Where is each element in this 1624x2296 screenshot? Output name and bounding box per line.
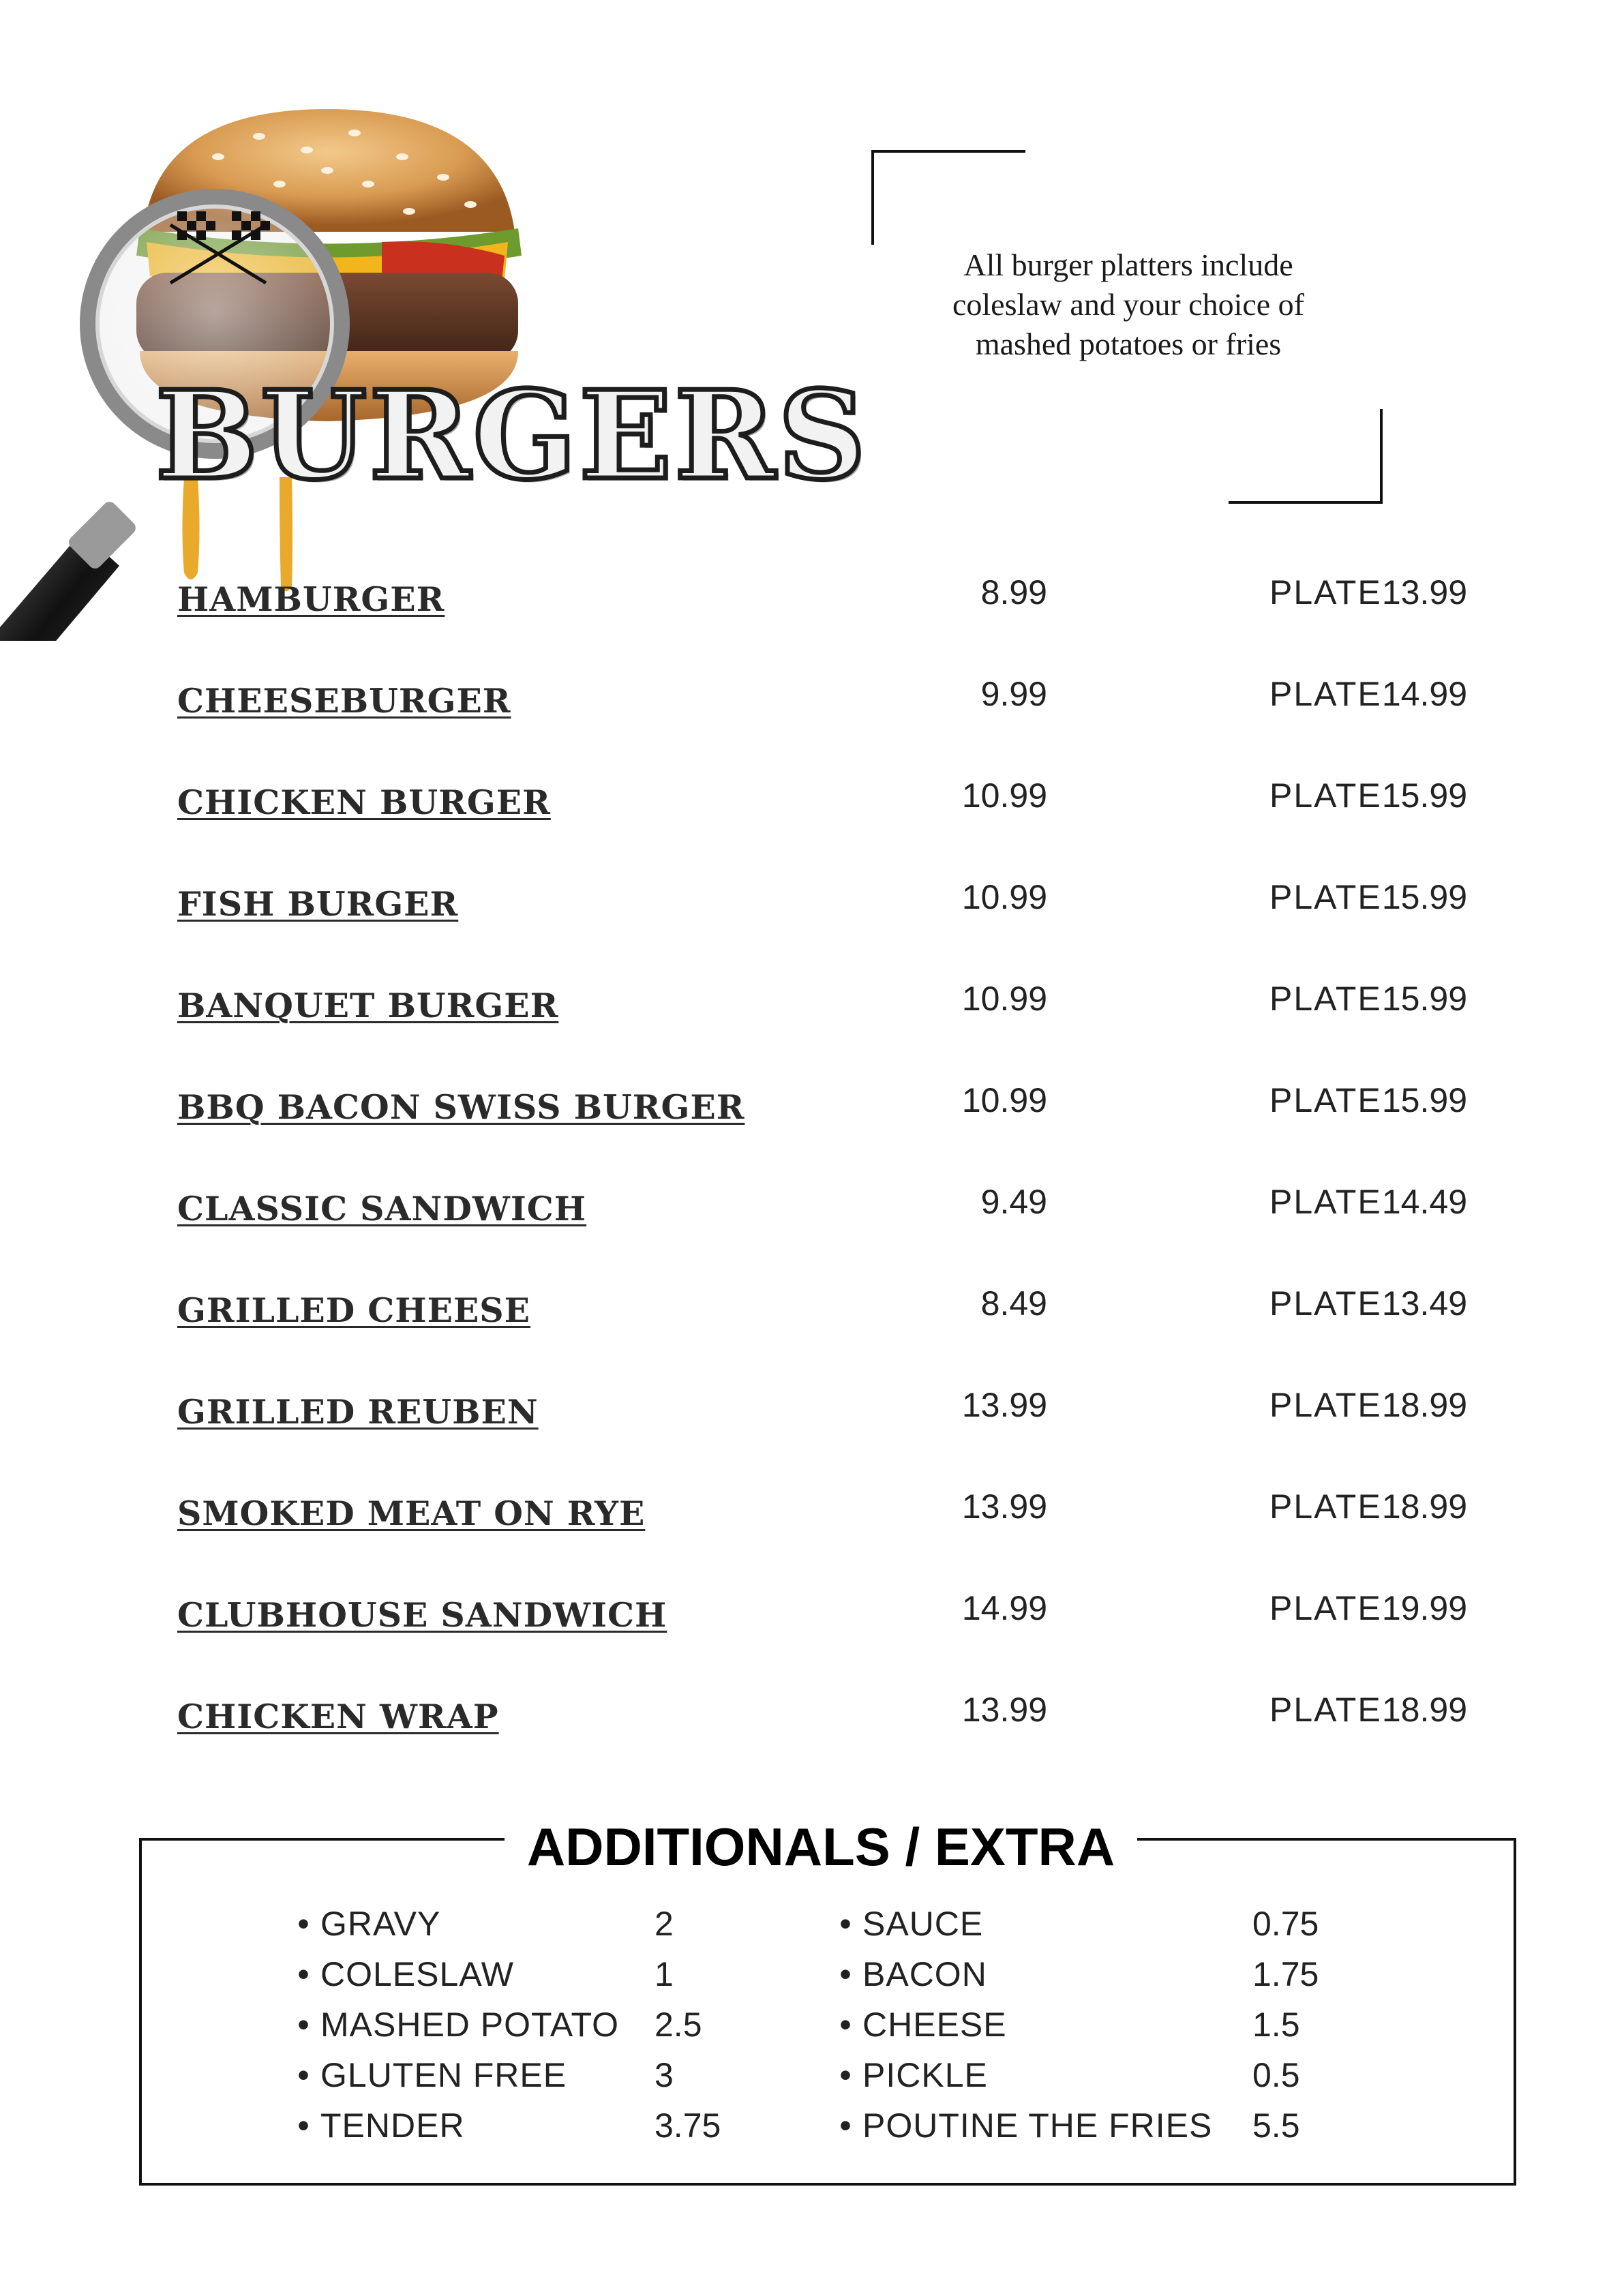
plate-price: 15.99 xyxy=(1381,980,1467,1018)
plate-label: PLATE xyxy=(1269,1691,1382,1729)
menu-item xyxy=(0,1487,1624,1562)
plate-label: PLATE xyxy=(1269,1081,1382,1119)
extras-item xyxy=(835,2100,1381,2151)
plate-label: PLATE xyxy=(1269,1284,1382,1323)
menu-item-name: FISH BURGER xyxy=(177,884,459,924)
menu-item-price: 10.99 xyxy=(961,776,1047,815)
bullet-icon: • xyxy=(297,1955,310,1993)
plate-price: 19.99 xyxy=(1381,1589,1467,1627)
plate-label: PLATE xyxy=(1269,776,1382,815)
menu-item-price: 14.99 xyxy=(961,1589,1047,1627)
plate-price: 15.99 xyxy=(1381,1081,1467,1119)
frame-corner-top-left xyxy=(871,150,1025,245)
plate-label: PLATE xyxy=(1269,878,1382,916)
menu-item-name: CHICKEN BURGER xyxy=(177,783,551,822)
plate-label: PLATE xyxy=(1269,1589,1382,1627)
extras-item xyxy=(293,2100,770,2151)
frame-corner-bottom-right xyxy=(1229,409,1383,504)
menu-item xyxy=(0,1182,1624,1257)
bullet-icon: • xyxy=(297,2056,310,2094)
menu-item xyxy=(0,1690,1624,1765)
extras-item-price: 3.75 xyxy=(655,2106,721,2145)
extras-title: ADDITIONALS / EXTRA xyxy=(505,1816,1137,1877)
plate-price: 15.99 xyxy=(1381,878,1467,916)
extras-item-price: 0.75 xyxy=(1252,1905,1319,1943)
extras-item-price: 1.5 xyxy=(1252,2006,1300,2044)
bullet-icon: • xyxy=(839,2056,852,2094)
bullet-icon: • xyxy=(297,2006,310,2044)
menu-item-name: BANQUET BURGER xyxy=(177,986,559,1025)
extras-item-label: POUTINE THE FRIES xyxy=(862,2106,1213,2145)
menu-item-price: 9.99 xyxy=(980,675,1047,713)
extras-item-label: GRAVY xyxy=(320,1905,441,1943)
menu-item-price: 8.49 xyxy=(980,1284,1047,1323)
menu-item-price: 9.49 xyxy=(980,1183,1047,1221)
plate-price: 18.99 xyxy=(1381,1691,1467,1729)
extras-item xyxy=(835,1949,1381,1999)
extras-item-label: BACON xyxy=(862,1955,987,1993)
plate-price: 18.99 xyxy=(1381,1487,1467,1526)
bullet-icon: • xyxy=(839,1905,852,1943)
menu-item-price: 13.99 xyxy=(961,1386,1047,1424)
bullet-icon: • xyxy=(297,2106,310,2145)
menu-item-price: 10.99 xyxy=(961,980,1047,1018)
platter-note: All burger platters include coleslaw and your choice of mashed potatoes or fries xyxy=(952,247,1305,361)
extras-item xyxy=(293,1999,770,2050)
extras-item-label: COLESLAW xyxy=(320,1955,515,1993)
extras-item-label: TENDER xyxy=(320,2106,465,2145)
menu-item-name: CHICKEN WRAP xyxy=(177,1697,499,1736)
menu-item-name: GRILLED REUBEN xyxy=(177,1392,539,1432)
menu-item xyxy=(0,674,1624,749)
extras-item xyxy=(835,1899,1381,1949)
extras-item-price: 0.5 xyxy=(1252,2056,1300,2094)
bullet-icon: • xyxy=(297,1905,310,1943)
extras-item xyxy=(293,1949,770,1999)
extras-item-price: 5.5 xyxy=(1252,2106,1300,2145)
plate-label: PLATE xyxy=(1269,1183,1382,1221)
extras-item-label: MASHED POTATO xyxy=(320,2006,620,2044)
extras-item xyxy=(835,1999,1381,2050)
menu-item-name: CLASSIC SANDWICH xyxy=(177,1189,587,1228)
menu-item-price: 8.99 xyxy=(980,573,1047,611)
extras-item-label: CHEESE xyxy=(862,2006,1007,2044)
extras-item-price: 1.75 xyxy=(1252,1955,1319,1993)
menu-item xyxy=(0,1588,1624,1663)
bullet-icon: • xyxy=(839,2106,852,2145)
extras-item-label: PICKLE xyxy=(862,2056,988,2094)
menu-item-name: SMOKED MEAT ON RYE xyxy=(177,1494,646,1533)
plate-price: 13.49 xyxy=(1381,1284,1467,1323)
menu-item-price: 10.99 xyxy=(961,1081,1047,1119)
extras-left-column xyxy=(293,1899,770,2151)
plate-label: PLATE xyxy=(1269,675,1382,713)
menu-item xyxy=(0,776,1624,851)
extras-item-price: 3 xyxy=(655,2056,674,2094)
bullet-icon: • xyxy=(839,2006,852,2044)
menu-item xyxy=(0,979,1624,1054)
plate-label: PLATE xyxy=(1269,980,1382,1018)
menu-item-name: CLUBHOUSE SANDWICH xyxy=(177,1595,667,1635)
menu-item-name: HAMBURGER xyxy=(177,579,445,619)
menu-item-name: GRILLED CHEESE xyxy=(177,1290,531,1330)
menu-item xyxy=(0,573,1624,648)
plate-price: 14.99 xyxy=(1381,675,1467,713)
menu-item xyxy=(0,1385,1624,1460)
menu-item-price: 10.99 xyxy=(961,878,1047,916)
plate-price: 14.49 xyxy=(1381,1183,1467,1221)
extras-item-price: 2.5 xyxy=(655,2006,702,2044)
extras-item xyxy=(293,2050,770,2100)
menu-item-price: 13.99 xyxy=(961,1487,1047,1526)
hero-graphic xyxy=(0,95,869,641)
plate-label: PLATE xyxy=(1269,1386,1382,1424)
menu-item-name: CHEESEBURGER xyxy=(177,681,511,721)
extras-item-price: 1 xyxy=(655,1955,674,1993)
extras-item xyxy=(835,2050,1381,2100)
menu-item-price: 13.99 xyxy=(961,1691,1047,1729)
menu-item xyxy=(0,877,1624,952)
plate-price: 15.99 xyxy=(1381,776,1467,815)
plate-price: 13.99 xyxy=(1381,573,1467,611)
plate-price: 18.99 xyxy=(1381,1386,1467,1424)
menu-title: BURGERS xyxy=(155,364,869,507)
menu-item xyxy=(0,1284,1624,1359)
extras-item xyxy=(293,1899,770,1949)
menu-item-name: BBQ BACON SWISS BURGER xyxy=(177,1087,745,1127)
plate-label: PLATE xyxy=(1269,1487,1382,1526)
menu-item xyxy=(0,1081,1624,1155)
extras-item-label: GLUTEN FREE xyxy=(320,2056,567,2094)
bullet-icon: • xyxy=(839,1955,852,1993)
extras-item-label: SAUCE xyxy=(862,1905,984,1943)
extras-right-column xyxy=(835,1899,1381,2151)
extras-item-price: 2 xyxy=(655,1905,674,1943)
plate-label: PLATE xyxy=(1269,573,1382,611)
